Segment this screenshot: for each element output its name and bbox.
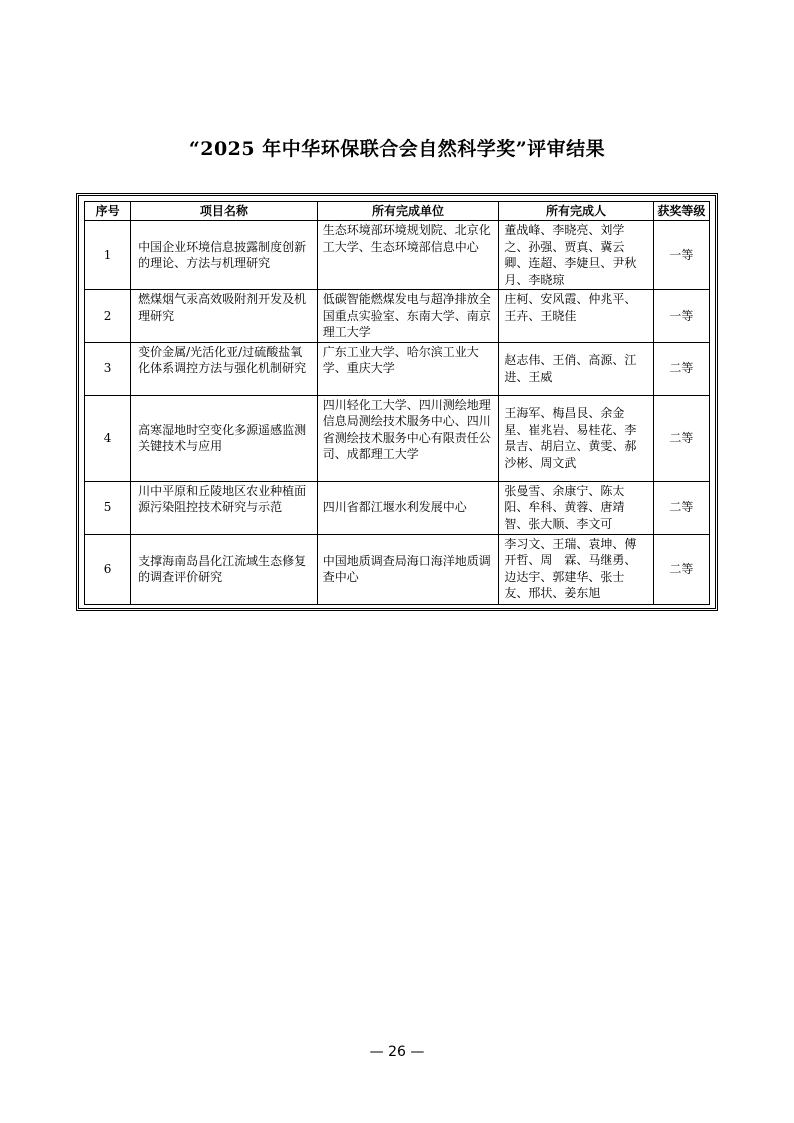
header-no: 序号 bbox=[85, 202, 131, 221]
row-level: 二等 bbox=[653, 534, 709, 604]
header-units: 所有完成单位 bbox=[317, 202, 499, 221]
header-people: 所有完成人 bbox=[499, 202, 653, 221]
header-level: 获奖等级 bbox=[653, 202, 709, 221]
table-row bbox=[85, 342, 710, 395]
row-units: 中国地质调查局海口海洋地质调查中心 bbox=[317, 534, 499, 604]
row-no: 4 bbox=[85, 395, 131, 481]
page-number: — 26 — bbox=[369, 1044, 425, 1060]
header-project-name: 项目名称 bbox=[131, 202, 318, 221]
row-people: 王海军、梅昌艮、余金星、崔兆岩、易桂花、李景吉、胡启立、黄雯、郝沙彬、周文武 bbox=[499, 395, 653, 481]
table-header-row bbox=[85, 202, 710, 221]
row-people: 赵志伟、王俏、高源、江进、王威 bbox=[499, 342, 653, 395]
results-table bbox=[84, 201, 710, 605]
page-title: “2025 年中华环保联合会自然科学奖”评审结果 bbox=[188, 138, 606, 160]
row-units: 四川轻化工大学、四川测绘地理信息局测绘技术服务中心、四川省测绘技术服务中心有限责任公司、成都理工大学 bbox=[317, 395, 499, 481]
row-project-name: 燃煤烟气汞高效吸附剂开发及机理研究 bbox=[131, 290, 318, 343]
table-row bbox=[85, 221, 710, 290]
table-row bbox=[85, 481, 710, 534]
results-table-frame bbox=[76, 193, 718, 611]
row-no: 5 bbox=[85, 481, 131, 534]
row-project-name: 高寒湿地时空变化多源遥感监测关键技术与应用 bbox=[131, 395, 318, 481]
row-no: 6 bbox=[85, 534, 131, 604]
row-units: 生态环境部环境规划院、北京化工大学、生态环境部信息中心 bbox=[317, 221, 499, 290]
row-project-name: 变价金属/光活化亚/过硫酸盐氧化体系调控方法与强化机制研究 bbox=[131, 342, 318, 395]
row-level: 一等 bbox=[653, 290, 709, 343]
table-row bbox=[85, 395, 710, 481]
row-people: 庄柯、安风霞、仲兆平、王卉、王晓佳 bbox=[499, 290, 653, 343]
row-units: 四川省都江堰水利发展中心 bbox=[317, 481, 499, 534]
table-row bbox=[85, 534, 710, 604]
row-level: 二等 bbox=[653, 342, 709, 395]
row-level: 二等 bbox=[653, 481, 709, 534]
row-units: 低碳智能燃煤发电与超净排放全国重点实验室、东南大学、南京理工大学 bbox=[317, 290, 499, 343]
row-no: 2 bbox=[85, 290, 131, 343]
row-people: 李习文、王瑞、袁坤、傅开哲、周 霖、马继勇、边达宇、郭建华、张士友、邢状、姜东旭 bbox=[499, 534, 653, 604]
row-project-name: 川中平原和丘陵地区农业种植面源污染阻控技术研究与示范 bbox=[131, 481, 318, 534]
row-people: 董战峰、李晓亮、刘学之、孙强、贾真、冀云卿、连超、李婕旦、尹秋月、李晓琼 bbox=[499, 221, 653, 290]
row-level: 二等 bbox=[653, 395, 709, 481]
row-project-name: 中国企业环境信息披露制度创新的理论、方法与机理研究 bbox=[131, 221, 318, 290]
row-no: 1 bbox=[85, 221, 131, 290]
row-units: 广东工业大学、哈尔滨工业大学、重庆大学 bbox=[317, 342, 499, 395]
row-no: 3 bbox=[85, 342, 131, 395]
row-level: 一等 bbox=[653, 221, 709, 290]
table-row bbox=[85, 290, 710, 343]
row-project-name: 支撑海南岛昌化江流域生态修复的调查评价研究 bbox=[131, 534, 318, 604]
row-people: 张曼雪、余康宁、陈太阳、牟科、黄蓉、唐靖智、张大顺、李文可 bbox=[499, 481, 653, 534]
